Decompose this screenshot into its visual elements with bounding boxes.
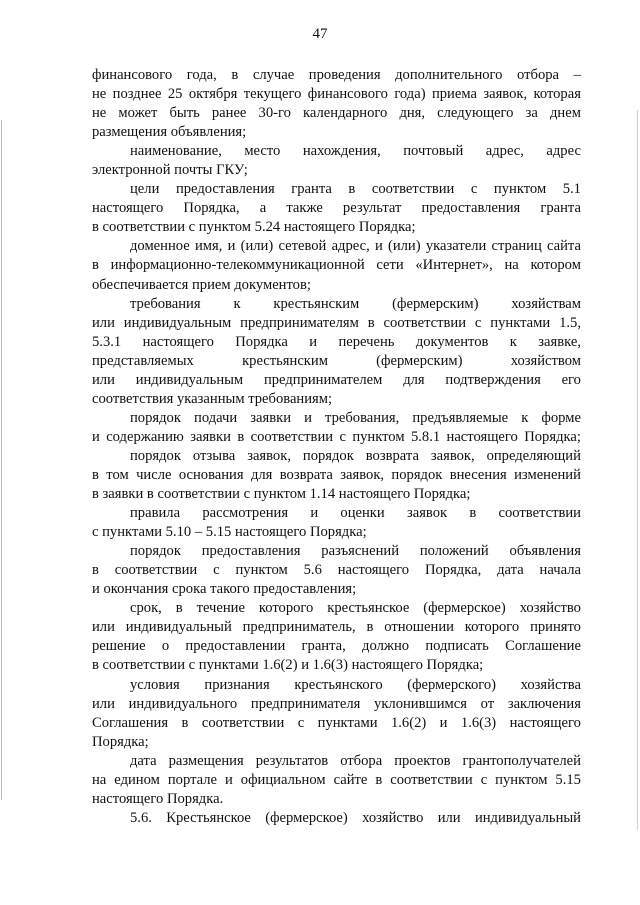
text-line: в информационно-телекоммуникационной сети «Интернет», на котором [92,257,581,274]
text-line: настоящего Порядка. [92,790,224,807]
text-line: или индивидуального предпринимателя уклонившимся от заключения [92,695,581,712]
text-line: электронной почты ГКУ; [92,162,248,179]
text-line: дата размещения результатов отбора проектов грантополучателей [130,752,581,769]
scan-edge-left [1,120,2,800]
text-line: доменное имя, и (или) сетевой адрес, и (или) указатели страниц сайта [130,238,581,255]
text-line: не позднее 25 октября текущего финансового года) приема заявок, которая [92,86,581,103]
text-line: порядок отзыва заявок, порядок возврата заявок, определяющий [130,447,581,464]
text-line: требования к крестьянским (фермерским) хозяйствам [130,295,581,312]
text-line: в соответствии с пунктом 5.24 настоящего Порядка; [92,219,416,236]
text-line: условия признания крестьянского (фермерского) хозяйства [130,676,581,693]
text-line: с пунктами 5.10 – 5.15 настоящего Порядка; [92,524,367,541]
text-line: или индивидуальным предпринимателям в соответствии с пунктами 1.5, [92,314,581,331]
text-line: наименование, место нахождения, почтовый адрес, адрес [130,143,581,160]
text-line: 5.6. Крестьянское (фермерское) хозяйство или индивидуальный [130,809,581,826]
text-line: в соответствии с пунктом 5.6 настоящего Порядка, дата начала [92,562,581,579]
text-line: правила рассмотрения и оценки заявок в соответствии [130,505,581,522]
text-line: размещения объявления; [92,124,247,141]
text-line: представляемых крестьянским (фермерским) хозяйством [92,352,581,369]
text-line: на едином портале и официальном сайте в соответствии с пунктом 5.15 [92,771,581,788]
text-line: и содержанию заявки в соответствии с пунктом 5.8.1 настоящего Порядка; [92,428,581,445]
text-line: 5.3.1 настоящего Порядка и перечень документов к заявке, [92,333,581,350]
text-line: срок, в течение которого крестьянское (фермерское) хозяйство [130,600,581,617]
text-line: в заявки в соответствии с пунктом 1.14 настоящего Порядка; [92,486,471,503]
text-line: не может быть ранее 30-го календарного дня, следующего за днем [92,105,581,122]
text-line: соответствия указанным требованиям; [92,390,333,407]
document-body [92,66,581,828]
text-line: порядок предоставления разъяснений положений объявления [130,543,581,560]
text-line: или индивидуальный предприниматель, в отношении которого принято [92,619,581,636]
text-line: и окончания срока такого предоставления; [92,581,357,598]
text-line: обеспечивается прием документов; [92,276,311,293]
text-line: Порядка; [92,733,149,750]
text-line: в соответствии с пунктами 1.6(2) и 1.6(3) настоящего Порядка; [92,657,484,674]
text-line: в том числе основания для возврата заявок, порядок внесения изменений [92,466,581,483]
scan-edge-right [637,110,638,830]
text-line: порядок подачи заявки и требования, предъявляемые к форме [130,409,581,426]
text-line: или индивидуальным предпринимателем для подтверждения его [92,371,581,388]
text-line: финансового года, в случае проведения дополнительного отбора – [92,67,581,83]
page-number: 47 [312,26,328,42]
text-line: Соглашения в соответствии с пунктами 1.6(2) и 1.6(3) настоящего [92,714,581,731]
text-line: настоящего Порядка, а также результат предоставления гранта [92,200,581,217]
text-line: цели предоставления гранта в соответствии с пунктом 5.1 [130,181,581,198]
text-line: решение о предоставлении гранта, должно подписать Соглашение [92,638,581,655]
